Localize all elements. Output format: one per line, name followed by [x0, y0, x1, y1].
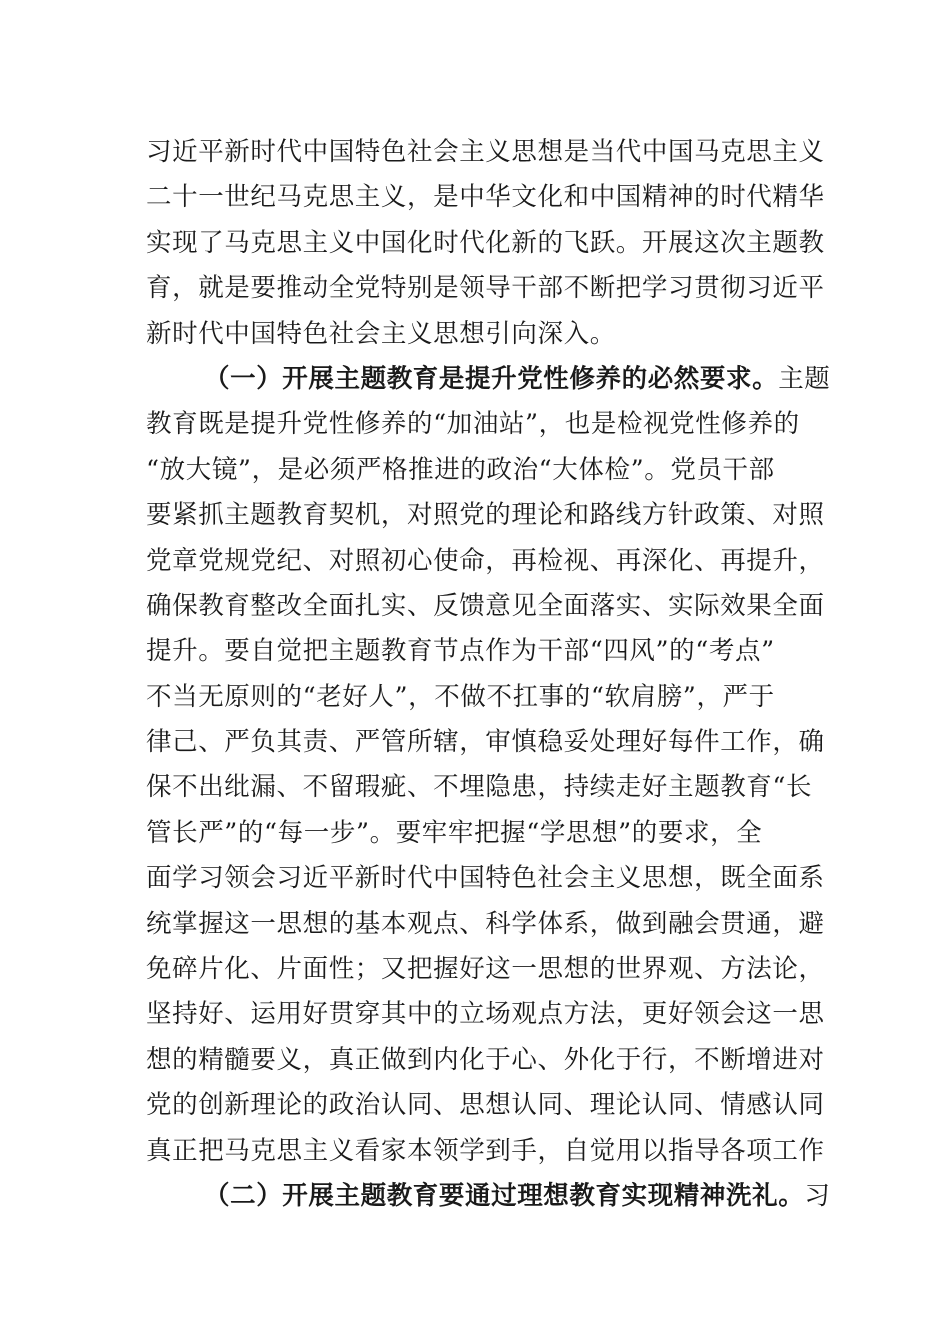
section-1-line-6: 提升。要自觉把主题教育节点作为干部“四风”的“考点” — [146, 636, 775, 667]
section-1-first-line — [146, 357, 831, 402]
section-1-line-2: “放大镜”，是必须严格推进的政治“大体检”。党员干部 — [146, 454, 775, 485]
paragraph-1-line-2: 二十一世纪马克思主义，是中华文化和中国精神的时代精华 — [146, 182, 825, 213]
paragraph-1-line-4: 育，就是要推动全党特别是领导干部不断把学习贯彻习近平 — [146, 273, 825, 304]
section-1-line-14: 坚持好、运用好贯穿其中的立场观点方法，更好领会这一思 — [146, 999, 825, 1030]
section-1-line-1: 教育既是提升党性修养的“加油站”，也是检视党性修养的 — [146, 409, 800, 440]
section-1-line-3: 要紧抓主题教育契机，对照党的理论和路线方针政策、对照 — [146, 500, 825, 531]
section-1-line-5: 确保教育整改全面扎实、反馈意见全面落实、实际效果全面 — [146, 590, 825, 621]
section-1-first-line-rest: 主题 — [778, 363, 831, 394]
section-1-line-12: 统掌握这一思想的基本观点、科学体系，做到融会贯通，避 — [146, 908, 825, 939]
document-body — [146, 130, 831, 1219]
section-2-first-line — [146, 1174, 831, 1219]
section-2-first-line-rest: 习 — [804, 1180, 831, 1211]
section-1-line-16: 党的创新理论的政治认同、思想认同、理论认同、情感认同 — [146, 1090, 825, 1121]
paragraph-1-line-5: 新时代中国特色社会主义思想引向深入。 — [146, 318, 616, 349]
section-1-line-4: 党章党规党纪、对照初心使命，再检视、再深化、再提升， — [146, 545, 825, 576]
section-1-line-7: 不当无原则的“老好人”，不做不扛事的“软肩膀”，严于 — [146, 681, 775, 712]
section-1-line-9: 保不出纰漏、不留瑕疵、不埋隐患，持续走好主题教育“长 — [146, 772, 813, 803]
section-1-line-10: 管长严”的“每一步”。要牢牢把握“学思想”的要求，全 — [146, 817, 763, 848]
section-1-line-17: 真正把马克思主义看家本领学到手，自觉用以指导各项工作 — [146, 1135, 825, 1166]
section-1-line-13: 免碎片化、片面性；又把握好这一思想的世界观、方法论， — [146, 954, 825, 985]
section-2-heading: （二）开展主题教育要通过理想教育实现精神洗礼。 — [204, 1180, 805, 1211]
paragraph-1-line-3: 实现了马克思主义中国化时代化新的飞跃。开展这次主题教 — [146, 227, 825, 258]
section-1-line-15: 想的精髓要义，真正做到内化于心、外化于行，不断增进对 — [146, 1044, 825, 1075]
section-1-heading: （一）开展主题教育是提升党性修养的必然要求。 — [204, 363, 779, 394]
section-1-line-11: 面学习领会习近平新时代中国特色社会主义思想，既全面系 — [146, 863, 825, 894]
section-1-line-8: 律己、严负其责、严管所辖，审慎稳妥处理好每件工作，确 — [146, 727, 825, 758]
paragraph-1-line-1: 习近平新时代中国特色社会主义思想是当代中国马克思主义 — [146, 137, 825, 167]
